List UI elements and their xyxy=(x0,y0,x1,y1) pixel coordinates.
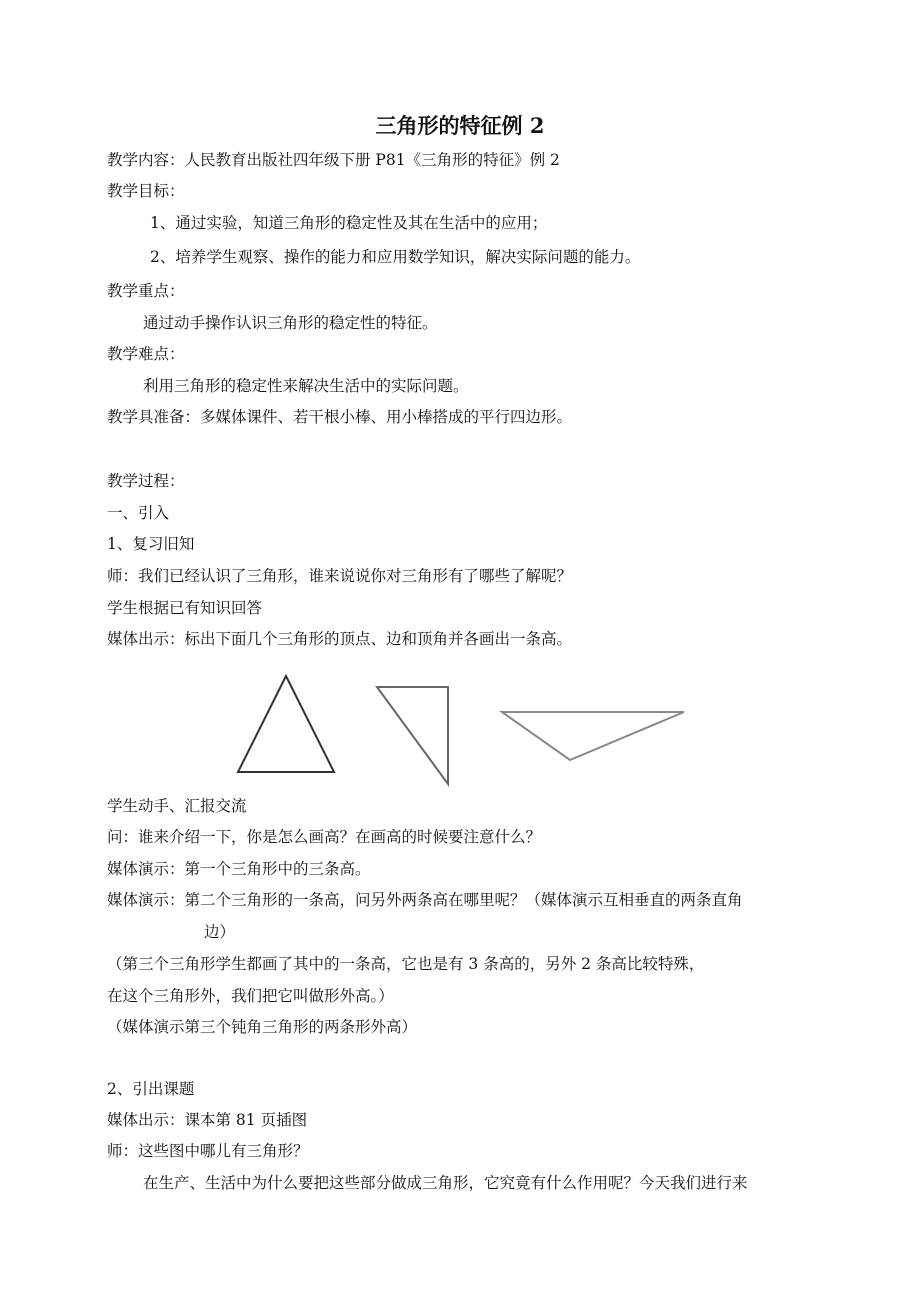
media-demo-1: 媒体演示：第一个三角形中的三条高。 xyxy=(107,860,371,878)
key-point-heading: 教学重点： xyxy=(107,282,185,300)
triangles-figure xyxy=(0,665,920,795)
section-intro: 一、引入 xyxy=(107,504,170,522)
difficulty-text: 利用三角形的稳定性来解决生活中的实际问题。 xyxy=(143,377,469,395)
media-show-1: 媒体出示：标出下面几个三角形的顶点、边和顶角并各画出一条高。 xyxy=(107,630,573,648)
media-demo-2-cont: 边） xyxy=(204,923,236,941)
key-point-text: 通过动手操作认识三角形的稳定性的特征。 xyxy=(143,314,438,332)
page-title: 三角形的特征例 2 xyxy=(375,113,545,138)
student-activity: 学生动手、汇报交流 xyxy=(107,797,247,815)
student-answer: 学生根据已有知识回答 xyxy=(107,599,263,617)
right-triangle xyxy=(377,687,448,784)
step-review: 1、复习旧知 xyxy=(107,535,195,553)
teacher-question-1: 师：我们已经认识了三角形，谁来说说你对三角形有了哪些了解呢？ xyxy=(107,567,573,585)
media-demo-3: （媒体演示第三个钝角三角形的两条形外高） xyxy=(107,1018,418,1036)
step-introduce-topic: 2、引出课题 xyxy=(107,1080,195,1098)
goal-1: 1、通过实验，知道三角形的稳定性及其在生活中的应用； xyxy=(150,214,548,232)
acute-triangle xyxy=(238,676,334,772)
teaching-content: 教学内容：人民教育出版社四年级下册 P81《三角形的特征》例 2 xyxy=(107,151,560,169)
materials-line: 教学具准备：多媒体课件、若干根小棒、用小棒搭成的平行四边形。 xyxy=(107,408,573,426)
difficulty-heading: 教学难点： xyxy=(107,345,185,363)
third-triangle-note-cont: 在这个三角形外，我们把它叫做形外高。） xyxy=(107,987,394,1005)
obtuse-triangle xyxy=(502,712,684,760)
question-how-draw: 问：谁来介绍一下，你是怎么画高？在画高的时候要注意什么？ xyxy=(107,828,542,846)
goal-2: 2、培养学生观察、操作的能力和应用数学知识，解决实际问题的能力。 xyxy=(150,248,641,266)
process-heading: 教学过程： xyxy=(107,472,185,490)
media-demo-2: 媒体演示：第二个三角形的一条高，问另外两条高在哪里呢？（媒体演示互相垂直的两条直角 xyxy=(107,891,743,909)
goals-heading: 教学目标： xyxy=(107,182,185,200)
third-triangle-note: （第三个三角形学生都画了其中的一条高，它也是有 3 条高的，另外 2 条高比较特殊， xyxy=(107,955,705,973)
media-show-2: 媒体出示：课本第 81 页插图 xyxy=(107,1111,308,1129)
teacher-question-2: 师：这些图中哪儿有三角形？ xyxy=(107,1142,309,1160)
closing-paragraph: 在生产、生活中为什么要把这些部分做成三角形，它究竟有什么作用呢？今天我们进行来 xyxy=(143,1174,748,1192)
